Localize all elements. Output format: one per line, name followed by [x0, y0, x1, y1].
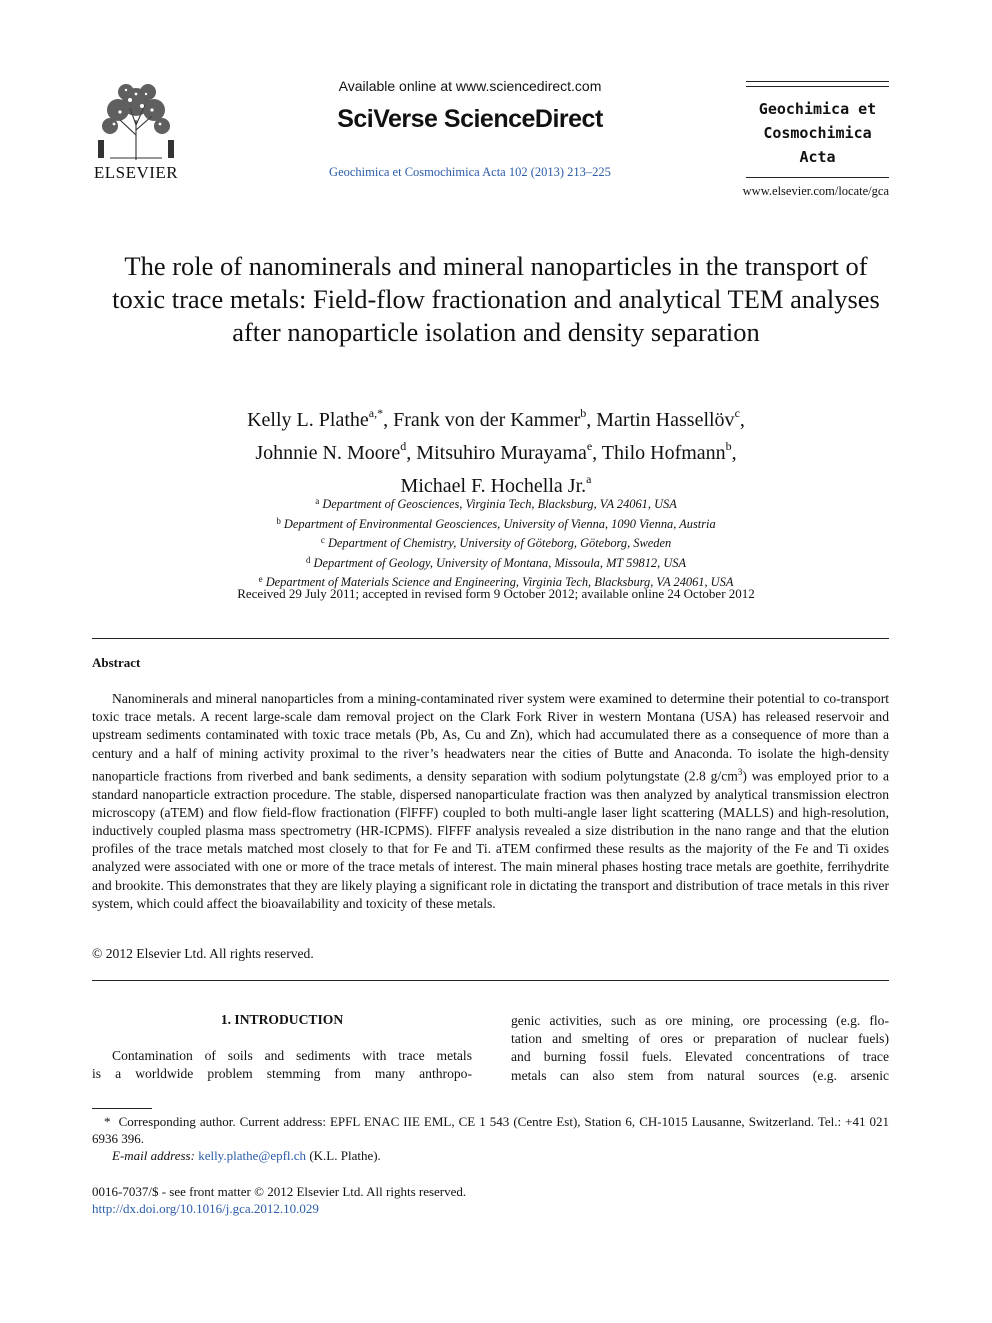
affiliation-list [110, 493, 882, 591]
introduction-left-column [92, 1047, 472, 1083]
introduction-right-column [511, 1012, 889, 1085]
author-name[interactable]: Johnnie N. Moore [255, 442, 401, 464]
author-name[interactable]: Thilo Hofmann [601, 442, 726, 464]
affiliation-item [110, 513, 882, 533]
text-line: and burning fossil fuels. Elevated concentrations of trace [511, 1049, 889, 1065]
email-note [92, 1147, 889, 1164]
article-title: The role of nanominerals and mineral nanoparticles in the transport of toxic trace metals: Field-flow fractionation and analytical TEM analyses after nanoparticle isolation and density separation [112, 251, 880, 347]
abstract-superscript: 3 [737, 766, 743, 777]
author-affil-marker[interactable]: d [400, 439, 407, 453]
front-matter-footer [92, 1183, 466, 1217]
abstract-top-rule [92, 638, 889, 639]
issn-line: 0016-7037/$ - see front matter © 2012 Elsevier Ltd. All rights reserved. [92, 1184, 467, 1199]
email-label: E-mail address: [112, 1148, 195, 1163]
author-affil-marker[interactable]: c [734, 406, 740, 420]
affiliation-item [110, 493, 882, 513]
journal-box-top-rule-2 [746, 86, 889, 87]
email-suffix: (K.L. Plathe). [309, 1148, 381, 1163]
sciverse-sciencedirect-logo: SciVerse ScienceDirect [337, 105, 603, 133]
abstract-heading: Abstract [92, 655, 141, 670]
journal-box-bottom-rule [746, 177, 889, 178]
footnote-rule [92, 1108, 152, 1109]
affiliation-label: d [305, 554, 311, 565]
text-line: metals can also stem from natural sources (e.g. arsenic [511, 1067, 889, 1083]
journal-name-box [746, 97, 889, 169]
author-name[interactable]: Michael F. Hochella Jr. [400, 475, 587, 497]
author-affil-marker[interactable]: e [586, 439, 593, 453]
journal-name-line: Cosmochimica [763, 124, 872, 142]
elsevier-wordmark: ELSEVIER [93, 163, 179, 182]
footnote-text: Corresponding author. Current address: EPFL ENAC IIE EML, CE 1 543 (Centre Est), Station 6, CH-1015 Lausanne, Switzerland. Tel.: +41 021 6936 396. [92, 1114, 889, 1146]
footnotes [92, 1113, 889, 1164]
affiliation-text: Department of Materials Science and Engineering, Virginia Tech, Blacksburg, VA 24061, USA [265, 575, 734, 589]
affiliation-text: Department of Environmental Geosciences, University of Vienna, 1090 Vienna, Austria [283, 516, 716, 531]
abstract-text-part: ) was employed prior to a standard nanoparticle extraction procedure. The stable, dispersed nanoparticulate fraction was then analyzed by analytical transmission electron microscopy (aTEM) and flow field-flow fractionation (FlFFF) coupled to both multi-angle laser light scattering (MALLS) and high-resolution, inductively coupled plasma mass spectrometry (HR-ICPMS). FlFFF analysis revealed a size distribution in the nano range and that the elution profiles of the trace metals matched most closely to that for Fe and Ti. aTEM confirmed these results as the majority of the Fe and Ti oxides analyzed were associated with one or more of the trace metals of interest. The main mineral phases hosting trace metals are goethite, ferrihydrite and brookite. This demonstrates that they are likely playing a significant role in dictating the transport and distribution of trace metals in this river system, which could affect the bioavailability and toxicity of these metals. [92, 768, 890, 911]
author-affil-marker[interactable]: a,* [368, 406, 384, 420]
text-line: is a worldwide problem stemming from many anthropo- [92, 1066, 472, 1082]
text-line: tation and smelting of ores or preparation of nuclear fuels) [511, 1031, 889, 1047]
email-link[interactable]: kelly.plathe@epfl.ch [198, 1148, 307, 1163]
abstract-copyright: © 2012 Elsevier Ltd. All rights reserved. [92, 946, 314, 961]
journal-url-link[interactable]: www.elsevier.com/locate/gca [742, 184, 889, 198]
section-heading-introduction: 1. INTRODUCTION [220, 1012, 344, 1027]
abstract-bottom-rule [92, 980, 889, 981]
affiliation-item [110, 552, 882, 572]
text-line: Contamination of soils and sediments with trace metals [112, 1048, 472, 1063]
affiliation-item [110, 532, 882, 552]
affiliation-label: b [276, 515, 281, 526]
abstract-text-part: Nanominerals and mineral nanoparticles from a mining-contaminated river system were examined to determine their potential to co-transport toxic trace metals. A recent large-scale dam removal project on the Clark Fork River in western Montana (USA) has released reservoir and upstream sediments contaminated with toxic trace metals (Pb, As, Cu and Zn), which had accumulated there as a consequence of more than a century and a half of mining activity proximal to the river’s headwaters near the cities of Butte and Anaconda. To isolate the high-density nanoparticle fractions from riverbed and bank sediments, a density separation with sodium polytungstate (2.8 g/cm [92, 691, 889, 784]
affiliation-label: a [315, 496, 320, 506]
journal-box-top-rule [746, 81, 889, 82]
author-name[interactable]: Frank von der Kammer [393, 409, 581, 431]
affiliation-text: Department of Chemistry, University of Göteborg, Göteborg, Sweden [327, 536, 672, 550]
journal-name-line: Geochimica et [758, 100, 877, 118]
article-dates: Received 29 July 2011; accepted in revised form 9 October 2012; available online 24 October 2012 [237, 586, 755, 601]
doi-link[interactable]: http://dx.doi.org/10.1016/j.gca.2012.10.029 [92, 1201, 319, 1216]
corresponding-author-note [92, 1113, 889, 1147]
journal-reference-link[interactable]: Geochimica et Cosmochimica Acta 102 (2013) 213–225 [329, 165, 611, 179]
affiliation-label: e [258, 574, 263, 584]
journal-name-line: Acta [799, 148, 836, 166]
text-line: genic activities, such as ore mining, ore processing (e.g. flo- [511, 1013, 889, 1028]
affiliation-text: Department of Geology, University of Montana, Missoula, MT 59812, USA [313, 555, 687, 570]
author-affil-marker[interactable]: b [725, 439, 732, 453]
available-online-text: Available online at www.sciencedirect.com [338, 78, 602, 94]
author-name[interactable]: Kelly L. Plathe [247, 409, 369, 431]
affiliation-label: c [320, 535, 325, 545]
author-name[interactable]: Mitsuhiro Murayama [416, 442, 587, 464]
author-list: Kelly L. Plathe$^{a,*}$, Frank von der Kammer$^b$, Martin Hassellöv$^c$, Johnnie N. Moore$^d$, Mitsuhiro Murayama$^e$, Thilo Hofmann$^b$, Michael F. Hochella Jr.$^a$ [247, 406, 745, 497]
author-affil-marker[interactable]: a [586, 472, 592, 486]
author-name[interactable]: Martin Hassellöv [596, 409, 735, 431]
affiliation-text: Department of Geosciences, Virginia Tech, Blacksburg, VA 24061, USA [322, 497, 677, 511]
author-affil-marker[interactable]: b [580, 406, 587, 420]
footnote-star: * [104, 1114, 111, 1129]
abstract-body [92, 690, 889, 913]
